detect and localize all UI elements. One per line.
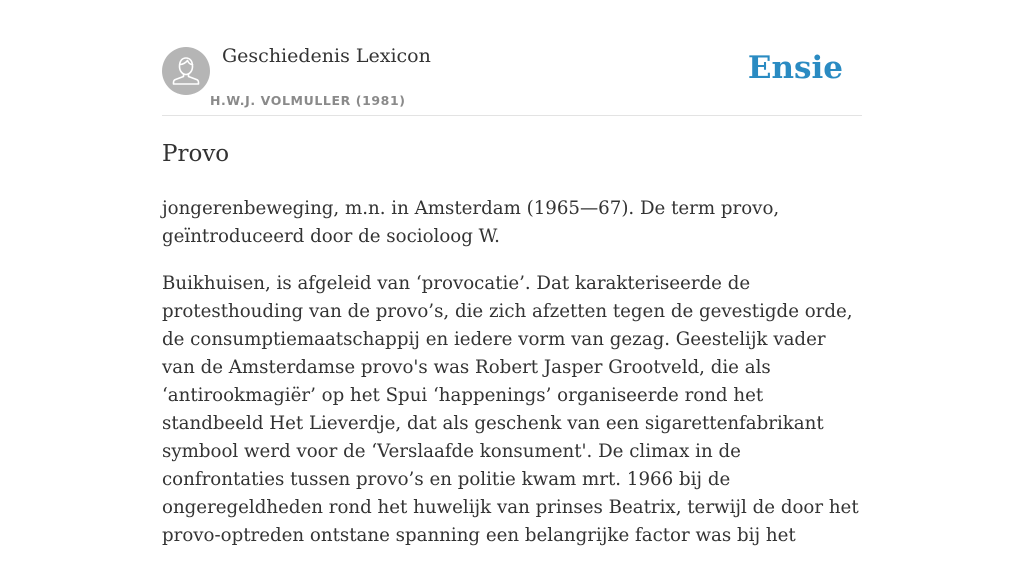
entry-paragraph: Buikhuisen, is afgeleid van ‘provocatie’. Dat karakteriseerde de protesthouding van de provo’s, die zich afzetten tegen de gevestigde orde, de consumptiemaatschappij en iedere vorm van gezag. Geestelijk vader van de Amsterdamse provo's was Robert Jasper Grootveld, die als ‘antirookmagiër’ op het Spui ‘happenings’ organiseerde rond het standbeeld Het Lieverdje, dat als geschenk van een sigarettenfabrikant symbool werd voor de ‘Verslaafde konsument'. De climax in de confrontaties tussen provo’s en politie kwam mrt. 1966 bij de ongeregeldheden rond het huwelijk van prinses Beatrix, terwijl de door het provo-optreden ontstane spanning een belangrijke factor was bij het — [162, 273, 859, 546]
author-label[interactable]: H.W.J. VOLMULLER (1981) — [210, 93, 406, 108]
lexicon-title[interactable]: Geschiedenis Lexicon — [222, 45, 431, 67]
entry-content — [162, 136, 862, 569]
avatar[interactable] — [162, 47, 210, 95]
user-icon — [162, 47, 210, 95]
page-header — [162, 0, 862, 116]
entry-paragraph: jongerenbeweging, m.n. in Amsterdam (1965—67). De term provo, geïntroduceerd door de socioloog W. — [162, 198, 780, 247]
brand-logo-link[interactable]: Ensie — [747, 50, 843, 86]
entry-title: Provo — [162, 141, 230, 167]
